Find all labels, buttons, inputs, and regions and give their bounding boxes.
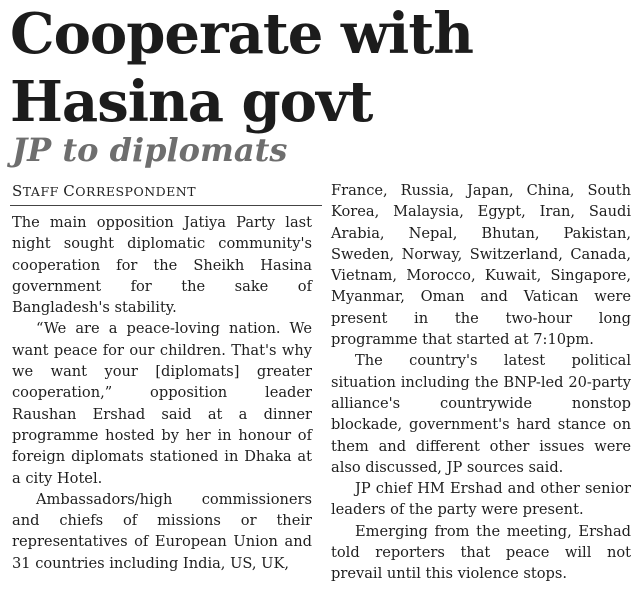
headline-line-1: Cooperate with [10, 1, 473, 67]
paragraph: “We are a peace-loving nation. We want peace for our children. That's why we want your [diplomats] greater cooperation,” opposition leader Raushan Ershad said at a dinner programme hosted by her in honour of foreign diplomats stationed in Dhaka at a city Hotel. [12, 320, 312, 487]
paragraph: The main opposition Jatiya Party last night sought diplomatic community's cooperation for the Sheikh Hasina government for the sake of Bangladesh's stability. [12, 214, 312, 317]
byline-initial-1: S [12, 182, 23, 200]
column-left [12, 212, 312, 574]
paragraph: The country's latest political situation including the BNP-led 20-party alliance's countrywide nonstop blockade, government's hard stance on them and different other issues were also discussed, JP sources said. [331, 352, 631, 476]
paragraph: Emerging from the meeting, Ershad told reporters that peace will not prevail until this violence stops. [331, 522, 631, 583]
byline [12, 182, 196, 200]
column-right [331, 180, 631, 585]
paragraph: France, Russia, Japan, China, South Korea, Malaysia, Egypt, Iran, Saudi Arabia, Nepal, Bhutan, Pakistan, Sweden, Norway, Switzerland, Canada, Vietnam, Morocco, Kuwait, Singapore, Myanmar, Oman and Vatican were present in the two-hour long programme that started at 7:10pm. [331, 182, 631, 349]
headline [10, 0, 473, 136]
paragraph: Ambassadors/high commissioners and chiefs of missions or their representatives of European Union and 31 countries including India, US, UK, [12, 490, 312, 572]
paragraph: JP chief HM Ershad and other senior leaders of the party were present. [331, 480, 631, 519]
headline-line-2: Hasina govt [10, 69, 373, 135]
byline-initial-2: C [63, 182, 76, 200]
subheadline: JP to diplomats [12, 131, 288, 169]
byline-rest-2: ORRESPONDENT [75, 184, 197, 199]
byline-rest-1: TAFF [22, 184, 64, 199]
byline-divider [10, 205, 322, 206]
